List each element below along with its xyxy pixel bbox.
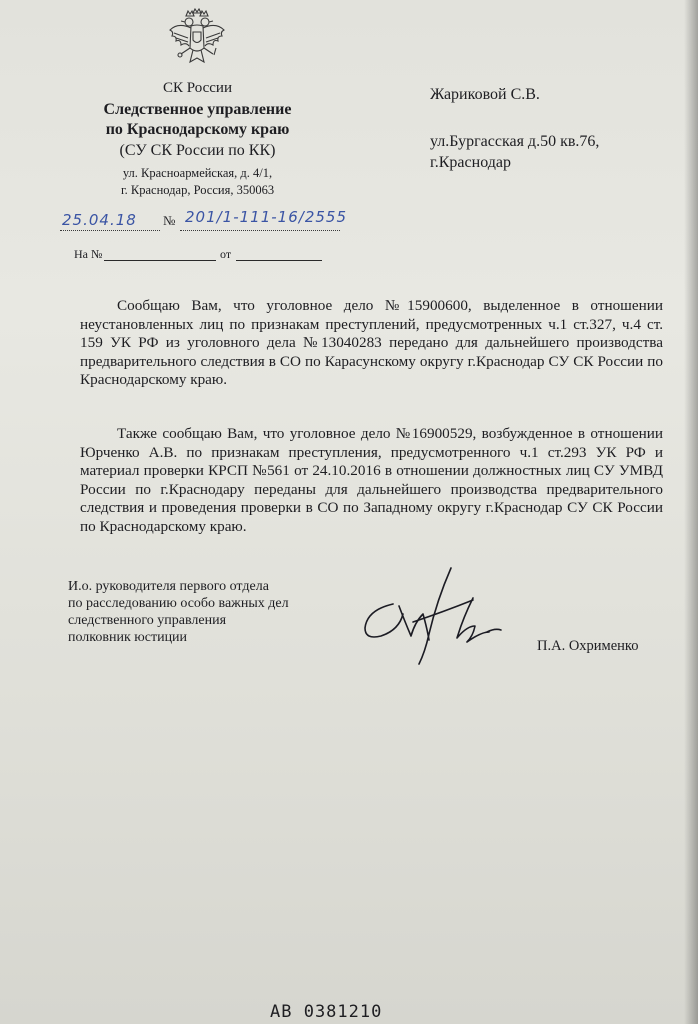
reference-date-blank	[236, 260, 322, 261]
recipient-name: Жариковой С.В.	[430, 86, 540, 103]
position-line-1: И.о. руководителя первого отдела	[68, 579, 269, 594]
position-line-3: следственного управления	[68, 613, 227, 628]
position-line-2: по расследованию особо важных дел	[68, 596, 289, 611]
reference-date-label: от	[220, 247, 232, 261]
signatory-rank: полковник юстиции	[68, 630, 188, 645]
org-short-name: СК России	[163, 80, 232, 96]
handwritten-date: 25.04.18	[62, 211, 137, 229]
handwritten-signature	[355, 560, 515, 672]
org-name-line2: по Краснодарскому краю	[105, 121, 290, 138]
org-address-line1: ул. Красноармейская, д. 4/1,	[122, 166, 273, 180]
body-paragraph-1: Сообщаю Вам, что уголовное дело №15900600, выделенное в отношении неустановленных лиц по признакам преступлений, предусмотренных ч.1 ст.327, ч.4 ст. 159 УК РФ из уголовного дела №13040283 передано для дальнейшего производства предварительного следствия в СО по Карасунскому округу г.Краснодар СУ СК России по Краснодарскому краю.	[80, 297, 663, 388]
org-abbreviation: (СУ СК России по КК)	[119, 142, 276, 159]
body-paragraph-2: Также сообщаю Вам, что уголовное дело №16900529, возбужденное в отношении Юрченко А.В. по признакам преступления, предусмотренного ч.1 ст.293 УК РФ и материал проверки КРСП №561 от 24.10.2016 в отношении должностных лиц СУ УМВД России по г.Краснодару переданы для дальнейшего производства предварительного следствия и проведения проверки в СО по Западному округу г.Краснодар СУ СК России по Краснодарскому краю.	[80, 425, 663, 535]
reference-number-label: На №	[74, 247, 103, 261]
date-underline	[60, 230, 160, 231]
signatory-name: П.А. Охрименко	[537, 638, 639, 654]
coat-of-arms-icon	[166, 8, 228, 72]
recipient-city: г.Краснодар	[430, 154, 511, 171]
number-underline	[180, 230, 340, 231]
org-name-line1: Следственное управление	[103, 101, 292, 118]
signatory-position	[68, 578, 289, 629]
reference-number-blank	[104, 260, 216, 261]
form-serial-number: АВ 0381210	[270, 1002, 383, 1022]
outgoing-number-sign: №	[163, 213, 176, 228]
recipient-street: ул.Бургасская д.50 кв.76,	[430, 133, 600, 150]
page-edge-shadow	[684, 0, 698, 1024]
handwritten-outgoing-number: 201/1-111-16/2555	[185, 208, 347, 226]
org-address-line2: г. Краснодар, Россия, 350063	[120, 183, 275, 197]
